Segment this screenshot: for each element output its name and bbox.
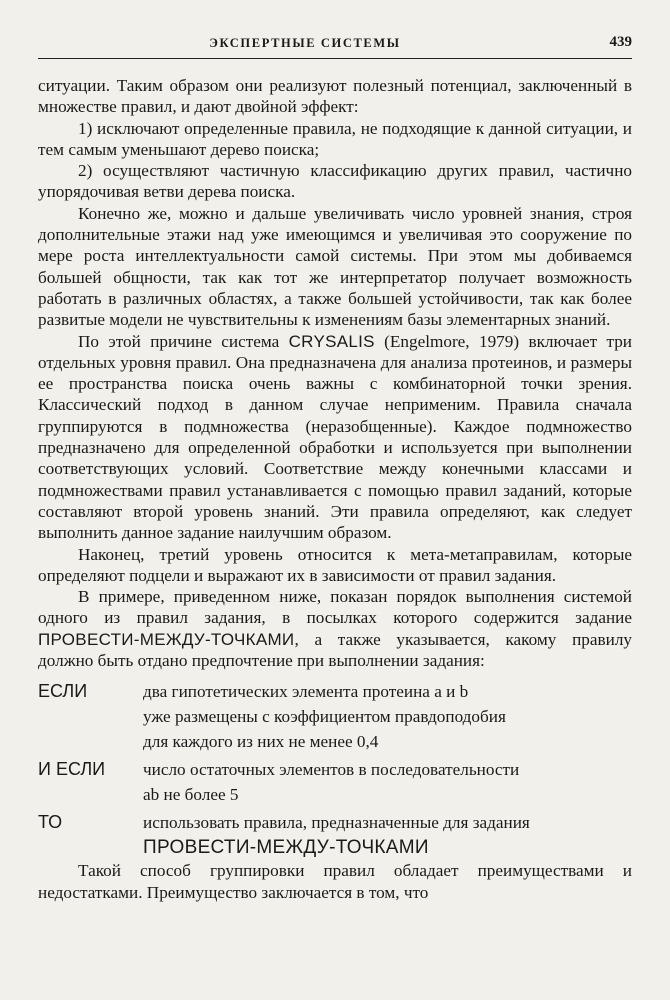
rule-then-keyword: ТО: [38, 812, 63, 833]
paragraph-5-rest: , а также указывается, какому правилу должно быть отдано предпочтение при выполнении задания:: [38, 629, 632, 671]
paragraph-2: Конечно же, можно и дальше увеличивать число уровней знания, строя дополнительные этажи над уже имеющимся и увеличивая это сооружение по мере роста интеллектуальности самой системы. При этом мы добиваемся большей общности, так как тот же интерпретатор получает возможность работать в различных областях, а также большей устойчивости, так как более развитые модели не чувствительны к изменениям базы элементарных знаний.: [38, 203, 632, 330]
rule-andif-row: [38, 757, 632, 807]
paragraph-3-rest: (Engelmore, 1979) включает три отдельных уровня правил. Она предназначена для анализа протеинов, и размеры ее пространства поиска очень важны с комбинаторной точки зрения. Классический подход в данном случае неприменим. Правила сначала группируются в подмножества (неразобщенные). Каждое подмножество предназначено для определенной обработки и используется при выполнении соответствующих условий. Соответствие между конечными классами и подмножествами правил устанавливается с помощью правил заданий, которые составляют второй уровень знаний. Эти правила определяют, как следует выполнить данное задание наилучшим образом.: [38, 331, 632, 543]
paragraph-5-start: В примере, приведенном ниже, показан порядок выполнения системой одного из правил задания, в посылках которого содержится задание: [38, 587, 632, 628]
rule-if-keyword: ЕСЛИ: [38, 681, 88, 702]
task-name: ПРОВЕСТИ-МЕЖДУ-ТОЧКАМИ: [38, 629, 295, 649]
rule-if-line-2: уже размещены с коэффициентом правдоподобия: [143, 707, 506, 727]
rule-if-condition: [143, 679, 632, 754]
rule-then-line-2: ПРОВЕСТИ-МЕЖДУ-ТОЧКАМИ: [143, 837, 429, 859]
rule-if-line-3: для каждого из них не менее 0,4: [143, 732, 379, 752]
rule-andif-keyword: И ЕСЛИ: [38, 759, 106, 780]
page-header: [38, 32, 632, 56]
paragraph-6: Такой способ группировки правил обладает преимуществами и недостатками. Преимущество заключается в том, что: [38, 861, 632, 902]
rule-andif-line-2: ab не более 5: [143, 785, 239, 805]
rule-if-line-1: два гипотетических элемента протеина a и b: [143, 682, 469, 702]
rule-andif-line-1: число остаточных элементов в последовательности: [143, 760, 520, 780]
system-name: CRYSALIS: [288, 331, 375, 351]
paragraph-3-start: По этой причине система: [78, 331, 289, 351]
paragraph-5: [38, 586, 632, 671]
header-rule: [38, 58, 632, 59]
paragraph-3: [38, 331, 632, 544]
rule-example: [38, 679, 632, 860]
running-title: ЭКСПЕРТНЫЕ СИСТЕМЫ: [209, 36, 401, 50]
page-number: 439: [609, 34, 632, 50]
list-item-1: 1) исключают определенные правила, не подходящие к данной ситуации, и тем самым уменьшают дерево поиска;: [38, 118, 632, 159]
paragraph-1: ситуации. Таким образом они реализуют полезный потенциал, заключенный в множестве правил, и дают двойной эффект:: [38, 76, 632, 117]
rule-then-action: [143, 810, 632, 860]
rule-andif-condition: [143, 757, 632, 807]
rule-if-row: [38, 679, 632, 754]
rule-then-line-1: использовать правила, предназначенные для задания: [143, 813, 530, 833]
list-item-2: 2) осуществляют частичную классификацию других правил, частично упорядочивая ветви дерева поиска.: [38, 161, 632, 202]
rule-then-row: [38, 810, 632, 860]
paragraph-4: Наконец, третий уровень относится к мета-метаправилам, которые определяют подцели и выражают их в зависимости от правил задания.: [38, 544, 632, 585]
body-text: [38, 75, 632, 903]
